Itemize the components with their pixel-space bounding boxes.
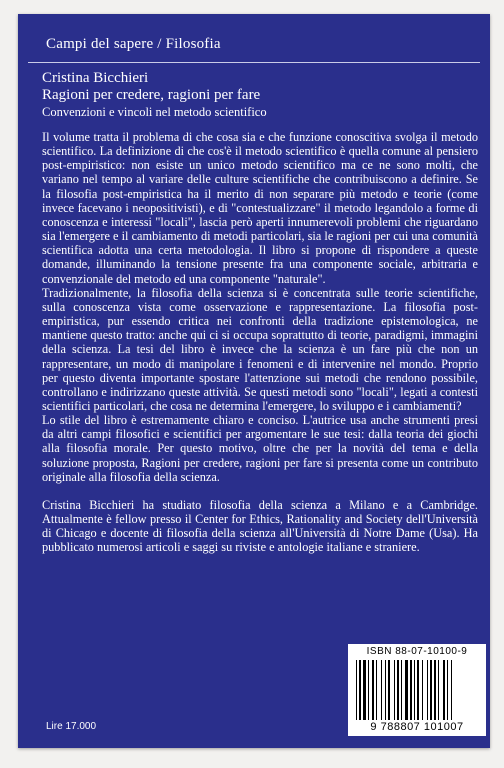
book-subtitle: Convenzioni e vincoli nel metodo scientifico bbox=[42, 105, 267, 119]
barcode-icon bbox=[356, 660, 478, 720]
blurb-paragraph-2: Tradizionalmente, la filosofia della scienza si è concentrata sulle teorie scientifiche, sulla conoscenza vista come osservazione e rappresentazione. La filosofia post-empiristica, pur essendo critica nei confronti della tradizione epistemologica, ne mantiene questo tratto: anche qui ci si occupa soprattutto di teorie, paradigmi, immagini della scienza. La tesi del libro è invece che la scienza è un fare più che non un rappresentare, un modo di manipolare i fenomeni e di intervenire nel mondo. Proprio per questo diventa importante spostare l'attenzione sui metodi che rendono possibile, controllano e indirizzano queste attività. Se questi metodi sono "locali", legati a contesti scientifici particolari, che cosa ne determina l'emergere, lo sviluppo e i cambiamenti? bbox=[42, 285, 478, 413]
ean-number: 9 788807 101007 bbox=[370, 721, 464, 733]
book-title: Ragioni per credere, ragioni per fare bbox=[42, 87, 261, 103]
blurb-paragraph-3: Lo stile del libro è estremamente chiaro e conciso. L'autrice usa anche strumenti presi da altri campi filosofici e scientifici per argomentare le sue tesi: dalla teoria dei giochi alla filosofia morale. Per questo motivo, oltre che per la novità del tema e della soluzione proposta, Ragioni per credere, ragioni per fare si presenta come un contributo originale alla filosofia della scienza. bbox=[42, 413, 478, 484]
isbn-label: ISBN 88-07-10100-9 bbox=[366, 646, 468, 657]
author-bio: Cristina Bicchieri ha studiato filosofia della scienza a Milano e a Cambridge. Attualmente è fellow presso il Center for Ethics, Rationality and Society dell'Università di Chicago e docente di filosofia della scienza all'Università di Notre Dame (Usa). Ha pubblicato numerosi articoli e saggi su riviste e antologie italiane e straniere. bbox=[42, 497, 478, 555]
blurb-paragraph-1: Il volume tratta il problema di che cosa sia e che funzione conoscitiva svolga il metodo scientifico. La definizione di che cos'è il metodo scientifico è quella comune al pensiero post-empiristico: non esiste un unico metodo scientifico ma ce ne sono molti, che variano nel tempo al variare delle culture scientifiche che contribuiscono a definire. Se la filosofia post-empiristica ha il merito di non separare più metodo e teorie (come invece facevano i neopositivisti), e di "contestualizzare" il metodo legandolo a forme di conoscenza e interessi "locali", lascia però aperti innumerevoli problemi che riguardano sia l'emergere e il cambiamento di metodi particolari, sia le ragioni per cui una comunità scientifica adotta una certa metodologia. Il libro si propone di rispondere a queste domande, illuminando la tensione presente fra una componente sociale, arbitraria e convenzionale del metodo ed una componente "naturale". bbox=[42, 130, 478, 286]
barcode-panel bbox=[348, 644, 486, 736]
divider bbox=[28, 62, 480, 63]
blurb bbox=[42, 130, 478, 555]
author-name: Cristina Bicchieri bbox=[42, 70, 149, 86]
price-label: Lire 17.000 bbox=[46, 721, 97, 732]
series-label: Campi del sapere / Filosofia bbox=[46, 36, 221, 52]
back-cover bbox=[18, 14, 490, 748]
